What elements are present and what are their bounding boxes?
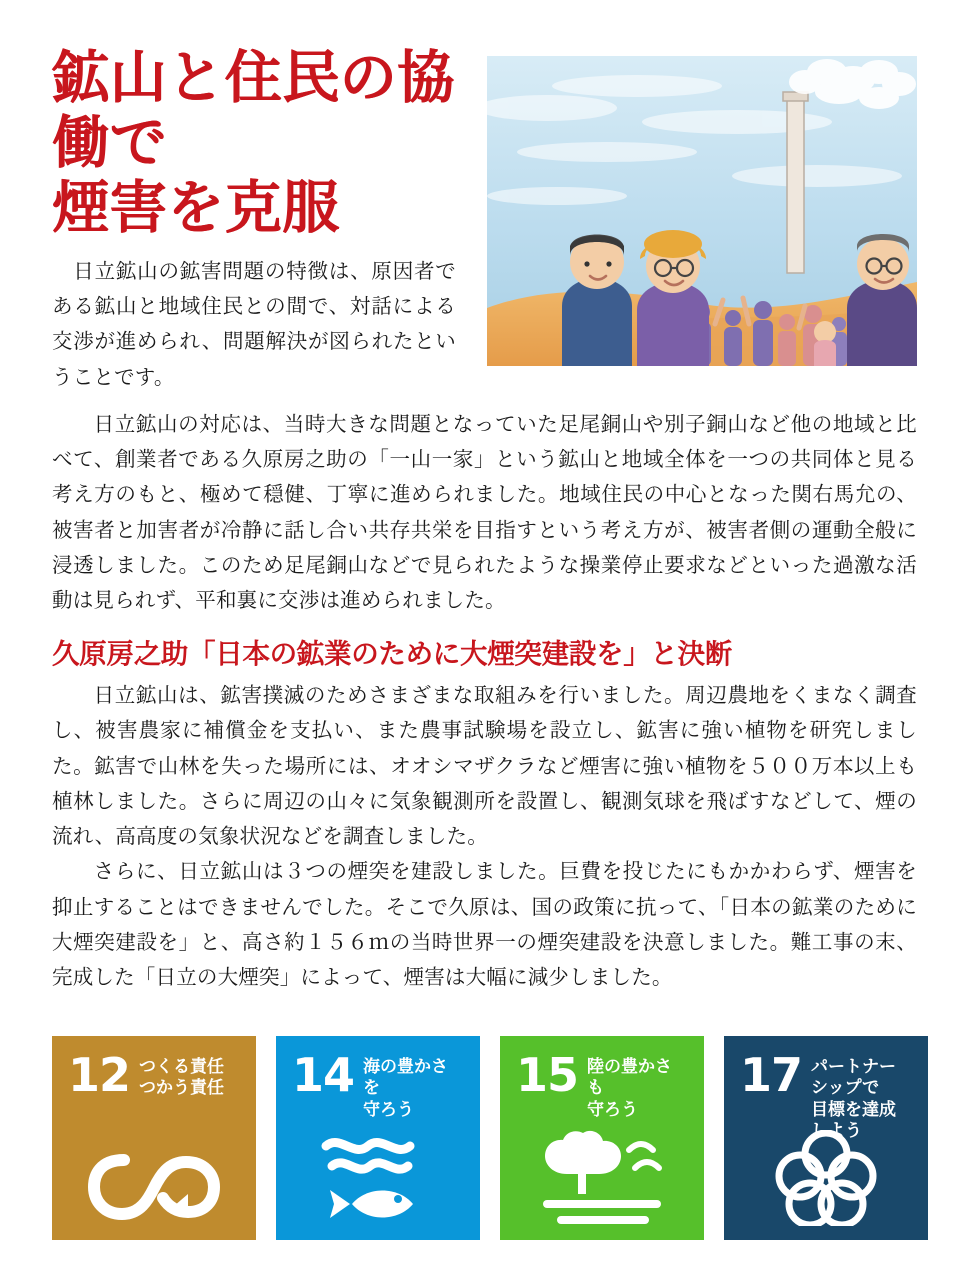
body-paragraph-4: さらに、日立鉱山は３つの煙突を建設しました。巨費を投じたにもかかわらず、煙害を抑止することはできませんでした。そこで久原は、国の政策に抗って、「日本の鉱業のために大煙突建設を」と、高さ約１５６ｍの当時世界一の煙突建設を決意しました。難工事の末、完成した「日立の大煙突」によって、煙害は大幅に減少しました。: [52, 861, 917, 990]
sdg-label-line-2: 目標を達成しよう: [811, 1099, 897, 1141]
tree-birds-icon: [500, 1130, 704, 1226]
sdg-label-line-2: つかう責任: [139, 1078, 225, 1099]
body-paragraph-3: 日立鉱山は、鉱害撲滅のためさまざまな取組みを行いました。周辺農地をくまなく調査し、被害農家に補償金を支払い、また農事試験場を設立し、鉱害に強い植物を研究しました。鉱害で山林を失った場所には、オオシマザクラなど煙害に強い植物を５００万本以上も植林しました。さらに周辺の山々に気象観測所を設置し、観測気球を飛ばすなどして、煙の流れ、高高度の気象状況などを調査しました。: [52, 685, 917, 849]
sdg-goal-15[interactable]: [500, 1036, 704, 1240]
interlocking-circles-icon: [724, 1130, 928, 1226]
sdg-icon-row: [52, 1036, 928, 1240]
sdg-label-line-2: 守ろう: [363, 1099, 415, 1120]
sdg-goal-14[interactable]: [276, 1036, 480, 1240]
headline-line-1: 鉱山と住民の協働で: [52, 45, 455, 176]
illustration-smokestack-residents: [487, 56, 917, 366]
sdg-label-line-1: 陸の豊かさも: [587, 1057, 673, 1099]
sdg-number: 12: [68, 1048, 131, 1102]
body-paragraph-2: 日立鉱山の対応は、当時大きな問題となっていた足尾銅山や別子銅山など他の地域と比べて、創業者である久原房之助の「一山一家」という鉱山と地域全体を一つの共同体と見る考え方のもと、極めて穏健、丁寧に進められました。地域住民の中心となった関右馬允の、被害者と加害者が冷静に話し合い共存共栄を目指すという考え方が、被害者側の運動全般に浸透しました。このため足尾銅山などで見られたような操業停止要求などといった過激な活動は見られず、平和裏に交渉は進められました。: [52, 413, 917, 613]
sdg-number: 17: [740, 1048, 803, 1102]
sdg-goal-12[interactable]: [52, 1036, 256, 1240]
intro-paragraph: 日立鉱山の鉱害問題の特徴は、原因者である鉱山と地域住民との間で、対話による交渉が進められ、問題解決が図られたということです。: [52, 260, 456, 389]
sdg-label-line-1: パートナーシップで: [811, 1057, 897, 1099]
foreground-figure-center: [637, 230, 709, 366]
headline-line-2: 煙害を克服: [52, 174, 340, 241]
smokestack-shape: [783, 92, 808, 273]
section-subheading: 久原房之助「日本の鉱業のために大煙突建設を」と決断: [52, 638, 732, 671]
sdg-label-line-1: つくる責任: [139, 1057, 225, 1077]
fish-waves-icon: [276, 1130, 480, 1226]
illustration-svg: [487, 56, 917, 366]
sdg-goal-17[interactable]: [724, 1036, 928, 1240]
sdg-label-line-2: 守ろう: [587, 1099, 639, 1120]
foreground-figure-left: [562, 235, 632, 367]
sdg-number: 15: [516, 1048, 579, 1102]
infinity-loop-icon: [52, 1130, 256, 1226]
sdg-label-line-1: 海の豊かさを: [363, 1057, 449, 1099]
page-title: [52, 46, 482, 241]
sdg-number: 14: [292, 1048, 355, 1102]
child-figure: [814, 321, 836, 366]
